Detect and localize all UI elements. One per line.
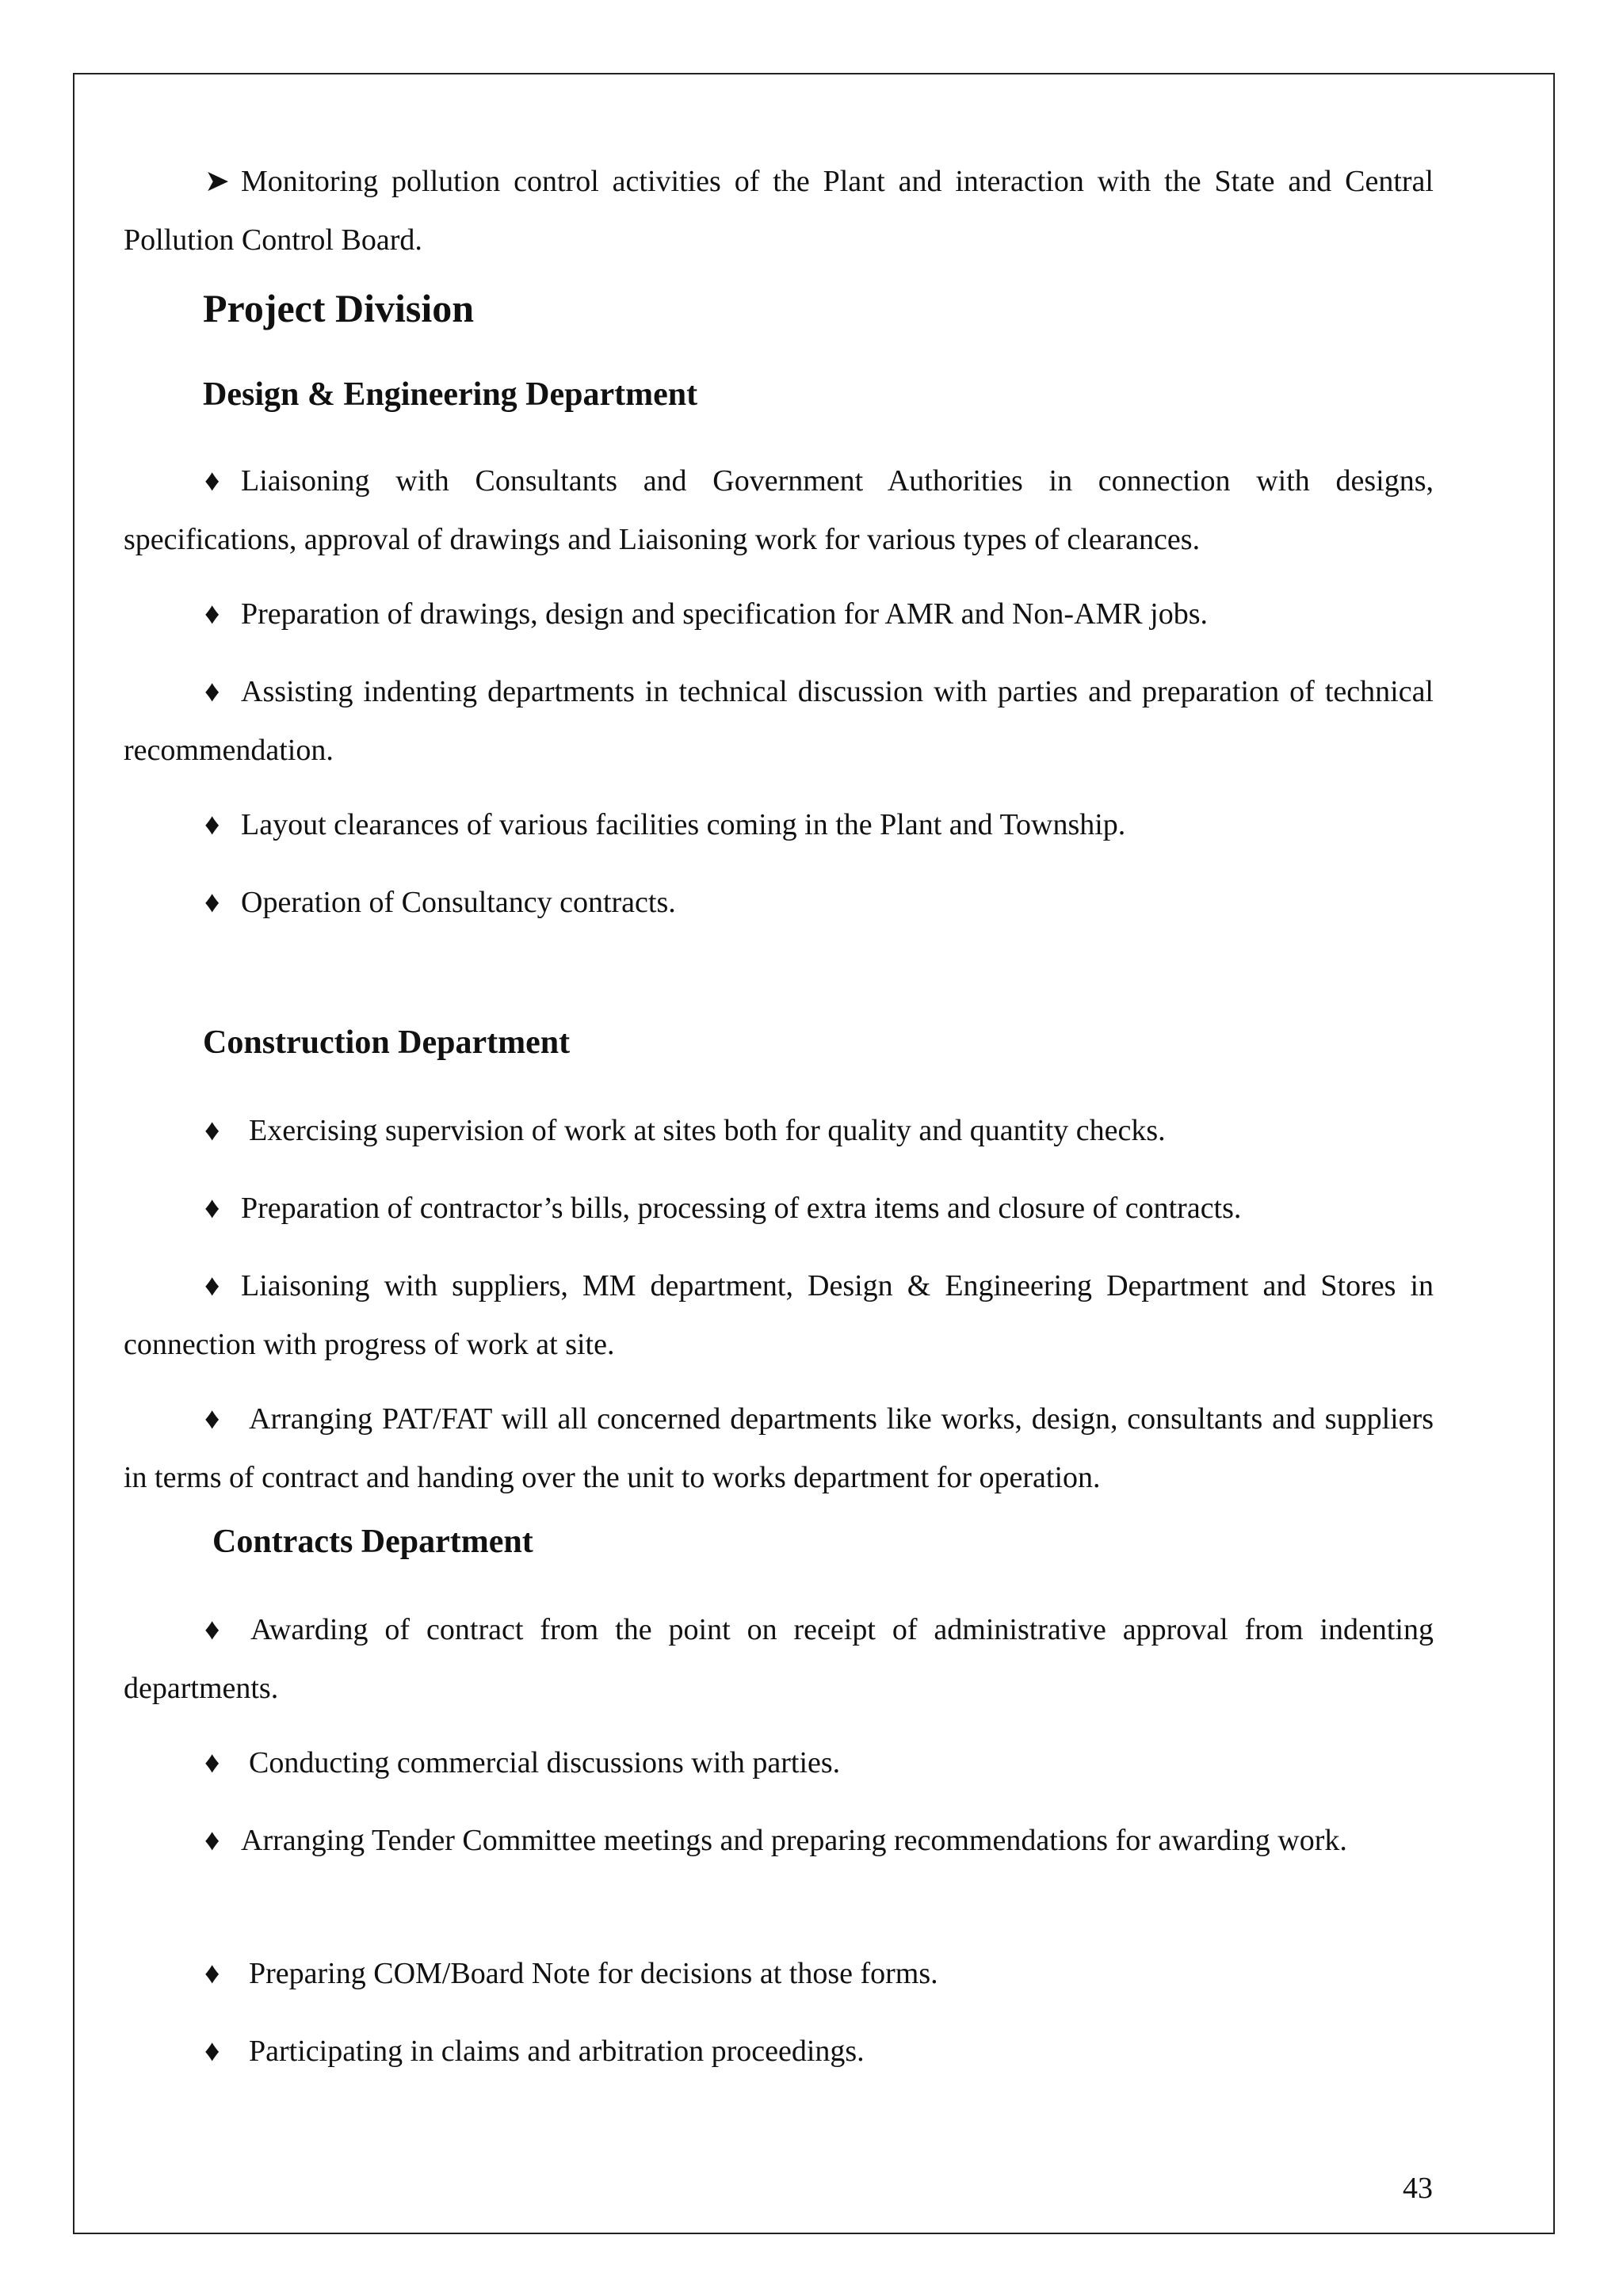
- intro-text: Monitoring pollution control activities of the Plant and interaction with the State and Central Pollution Control Board.: [124, 165, 1434, 257]
- diamond-bullet-icon: ♦: [204, 1192, 220, 1225]
- list-item: ♦ Liaisoning with Consultants and Government Authorities in connection with designs, specifications, approval of drawings and Liaisoning work for various types of clearances.: [124, 452, 1434, 569]
- diamond-bullet-icon: ♦: [204, 1613, 220, 1646]
- list-item: ♦ Preparation of contractor’s bills, processing of extra items and closure of contracts.: [124, 1179, 1434, 1238]
- list-item: ♦ Exercising supervision of work at sites both for quality and quantity checks.: [124, 1101, 1434, 1160]
- diamond-bullet-icon: ♦: [204, 1269, 220, 1302]
- diamond-bullet-icon: ♦: [204, 675, 220, 708]
- diamond-bullet-icon: ♦: [204, 1957, 220, 1990]
- list-item: ♦ Assisting indenting departments in technical discussion with parties and preparation of technical recommendation.: [124, 662, 1434, 780]
- list-item: ♦ Preparation of drawings, design and specification for AMR and Non-AMR jobs.: [124, 585, 1434, 643]
- section-title: Project Division: [203, 286, 475, 330]
- list-item: ♦ Conducting commercial discussions with parties.: [124, 1733, 1434, 1792]
- list-item: ♦ Arranging Tender Committee meetings and preparing recommendations for awarding work.: [124, 1811, 1434, 1870]
- list-item: ♦ Layout clearances of various facilities coming in the Plant and Township.: [124, 795, 1434, 854]
- list-item: ♦ Participating in claims and arbitration proceedings.: [124, 2022, 1434, 2081]
- design-heading: Design & Engineering Department: [203, 376, 698, 413]
- diamond-bullet-icon: ♦: [204, 808, 220, 841]
- arrowhead-icon: ➤: [204, 165, 230, 198]
- list-item: ♦ Arranging PAT/FAT will all concerned departments like works, design, consultants and suppliers in terms of contract and handing over the unit to works department for operation.: [124, 1390, 1434, 1507]
- diamond-bullet-icon: ♦: [204, 2035, 220, 2068]
- page-number: 43: [1403, 2172, 1433, 2205]
- list-item: ♦ Operation of Consultancy contracts.: [124, 873, 1434, 932]
- diamond-bullet-icon: ♦: [204, 886, 220, 919]
- intro-paragraph: [124, 152, 1434, 269]
- list-item: ♦ Preparing COM/Board Note for decisions at those forms.: [124, 1944, 1434, 2003]
- contracts-heading: Contracts Department: [212, 1524, 533, 1560]
- construction-heading: Construction Department: [203, 1024, 571, 1061]
- diamond-bullet-icon: ♦: [204, 1114, 220, 1147]
- list-item: ♦ Liaisoning with suppliers, MM department, Design & Engineering Department and Stores in connection with progress of work at site.: [124, 1257, 1434, 1374]
- diamond-bullet-icon: ♦: [204, 1402, 220, 1436]
- diamond-bullet-icon: ♦: [204, 464, 220, 498]
- list-item: ♦ Awarding of contract from the point on receipt of administrative approval from indenting departments.: [124, 1600, 1434, 1718]
- diamond-bullet-icon: ♦: [204, 597, 220, 631]
- diamond-bullet-icon: ♦: [204, 1824, 220, 1857]
- diamond-bullet-icon: ♦: [204, 1746, 220, 1779]
